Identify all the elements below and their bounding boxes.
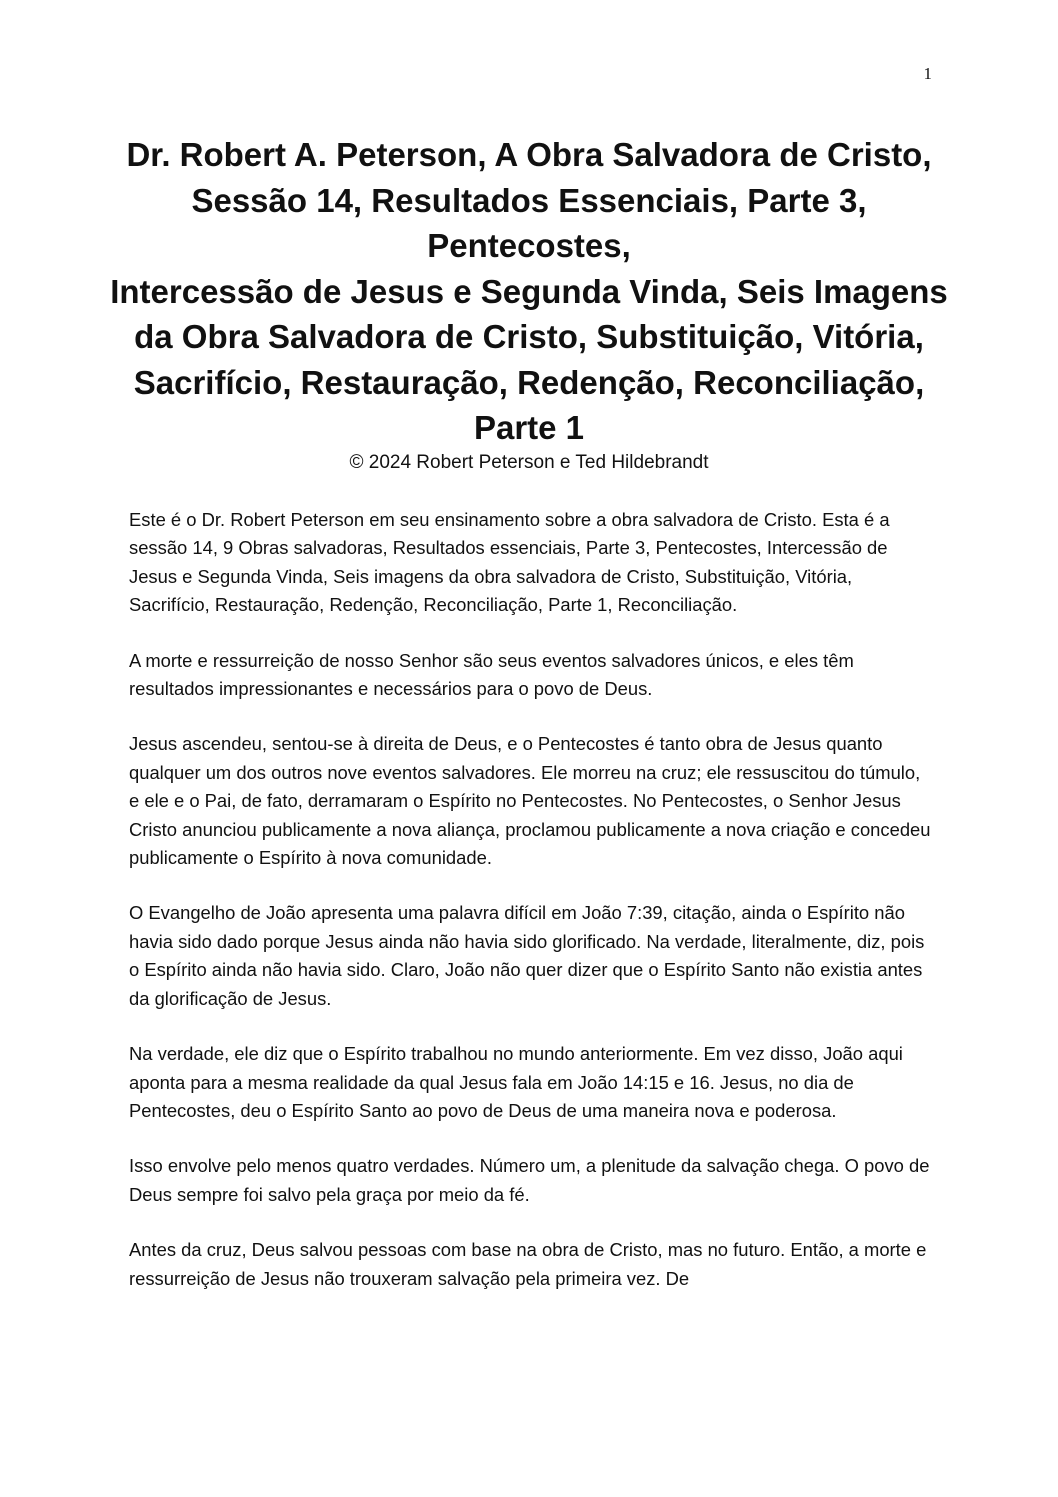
- document-body: [129, 506, 935, 1320]
- body-paragraph: O Evangelho de João apresenta uma palavra difícil em João 7:39, citação, ainda o Espírito não havia sido dado porque Jesus ainda não havia sido glorificado. Na verdade, literalmente, diz, pois o Espírito ainda não havia sido. Claro, João não quer dizer que o Espírito Santo não existia antes da glorificação de Jesus.: [129, 902, 925, 1009]
- body-paragraph: Jesus ascendeu, sentou-se à direita de Deus, e o Pentecostes é tanto obra de Jesus quanto qualquer um dos outros nove eventos salvadores. Ele morreu na cruz; ele ressuscitou do túmulo, e ele e o Pai, de fato, derramaram o Espírito no Pentecostes. No Pentecostes, o Senhor Jesus Cristo anunciou publicamente a nova aliança, proclamou publicamente a nova criação e concedeu publicamente o Espírito à nova comunidade.: [129, 733, 931, 869]
- body-paragraph: Este é o Dr. Robert Peterson em seu ensinamento sobre a obra salvadora de Cristo. Esta é a sessão 14, 9 Obras salvadoras, Resultados essenciais, Parte 3, Pentecostes, Intercessão de Jesus e Segunda Vinda, Seis imagens da obra salvadora de Cristo, Substituição, Vitória, Sacrifício, Restauração, Redenção, Reconciliação, Parte 1, Reconciliação.: [129, 509, 890, 616]
- body-paragraph: A morte e ressurreição de nosso Senhor são seus eventos salvadores únicos, e eles têm resultados impressionantes e necessários para o povo de Deus.: [129, 649, 854, 700]
- body-paragraph: Isso envolve pelo menos quatro verdades. Número um, a plenitude da salvação chega. O povo de Deus sempre foi salvo pela graça por meio da fé.: [129, 1155, 930, 1205]
- title-line: Pentecostes,: [427, 227, 631, 264]
- title-line: Dr. Robert A. Peterson, A Obra Salvadora de Cristo,: [126, 136, 932, 173]
- title-line: da Obra Salvadora de Cristo, Substituição, Vitória,: [134, 318, 924, 355]
- copyright-notice: © 2024 Robert Peterson e Ted Hildebrandt: [349, 452, 709, 473]
- title-line: Sacrifício, Restauração, Redenção, Reconciliação,: [133, 363, 925, 401]
- body-paragraph: Antes da cruz, Deus salvou pessoas com base na obra de Cristo, mas no futuro. Então, a morte e ressurreição de Jesus não trouxeram salvação pela primeira vez. De: [129, 1239, 927, 1289]
- document-title: [100, 132, 958, 451]
- title-line: Sessão 14, Resultados Essenciais, Parte 3,: [191, 181, 867, 219]
- title-line: Parte 1: [473, 409, 585, 446]
- body-paragraph: Na verdade, ele diz que o Espírito trabalhou no mundo anteriormente. Em vez disso, João aqui aponta para a mesma realidade da qual Jesus fala em João 14:15 e 16. Jesus, no dia de Pentecostes, deu o Espírito Santo ao povo de Deus de uma maneira nova e poderosa.: [129, 1043, 903, 1121]
- title-line: Intercessão de Jesus e Segunda Vinda, Seis Imagens: [110, 272, 948, 310]
- page-number: 1: [923, 64, 932, 83]
